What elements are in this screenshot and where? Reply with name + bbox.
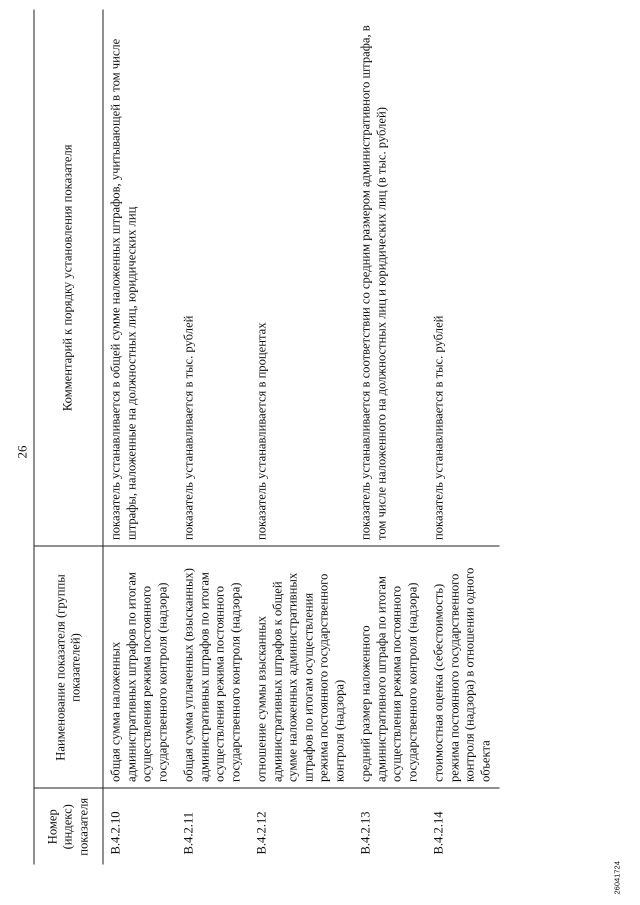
table-row	[176, 10, 249, 865]
row-comment: показатель устанавливается в тыс. рублей	[426, 10, 499, 547]
row-name: общая сумма уплаченных (взысканных) административных штрафов по итогам осуществления режима постоянного государственного контроля (надзора)	[176, 547, 249, 789]
row-name: общая сумма наложенных административных штрафов по итогам осуществления режима постоянного государственного контроля (надзора)	[103, 547, 177, 789]
table-row	[426, 10, 499, 865]
row-name: средний размер наложенного административного штрафа по итогам осуществления режима постоянного государственного контроля (надзора)	[353, 547, 426, 789]
row-comment: показатель устанавливается в процентах	[249, 10, 353, 547]
row-name: отношение суммы взысканных административных штрафов к общей сумме наложенных административных штрафов по итогам осуществления режима постоянного государственного контроля (надзора)	[249, 547, 353, 789]
table-row	[353, 10, 426, 865]
row-index: В.4.2.12	[254, 811, 268, 855]
document-id: 26041724	[612, 861, 621, 895]
row-index: В.4.2.10	[108, 811, 122, 855]
header-name: Наименование показателя (группы показателей)	[34, 547, 103, 789]
page-number: 26	[14, 445, 29, 459]
row-name: стоимостная оценка (себестоимость) режима постоянного государственного контроля (надзора) в отношении одного объекта	[426, 547, 499, 789]
row-comment: показатель устанавливается в соответствии со средним размером административного штрафа, в том числе наложенного на должностных лиц и юридических лиц (в тыс. рублей)	[353, 10, 426, 547]
row-index: В.4.2.14	[431, 811, 445, 855]
header-comment: Комментарий к порядку установления показателя	[34, 10, 103, 547]
row-comment: показатель устанавливается в тыс. рублей	[176, 10, 249, 547]
table-row	[249, 10, 353, 865]
header-index: Номер (индекс) показателя	[34, 789, 103, 865]
row-comment: показатель устанавливается в общей сумме наложенных штрафов, учитывающей в том числе штрафы, наложенные на должностных лиц, юридических лиц	[103, 10, 177, 547]
row-index: В.4.2.13	[358, 811, 372, 855]
row-index: В.4.2.11	[181, 811, 195, 855]
table-row	[103, 10, 177, 865]
indicators-table	[33, 10, 499, 865]
table-header-row	[34, 10, 103, 865]
